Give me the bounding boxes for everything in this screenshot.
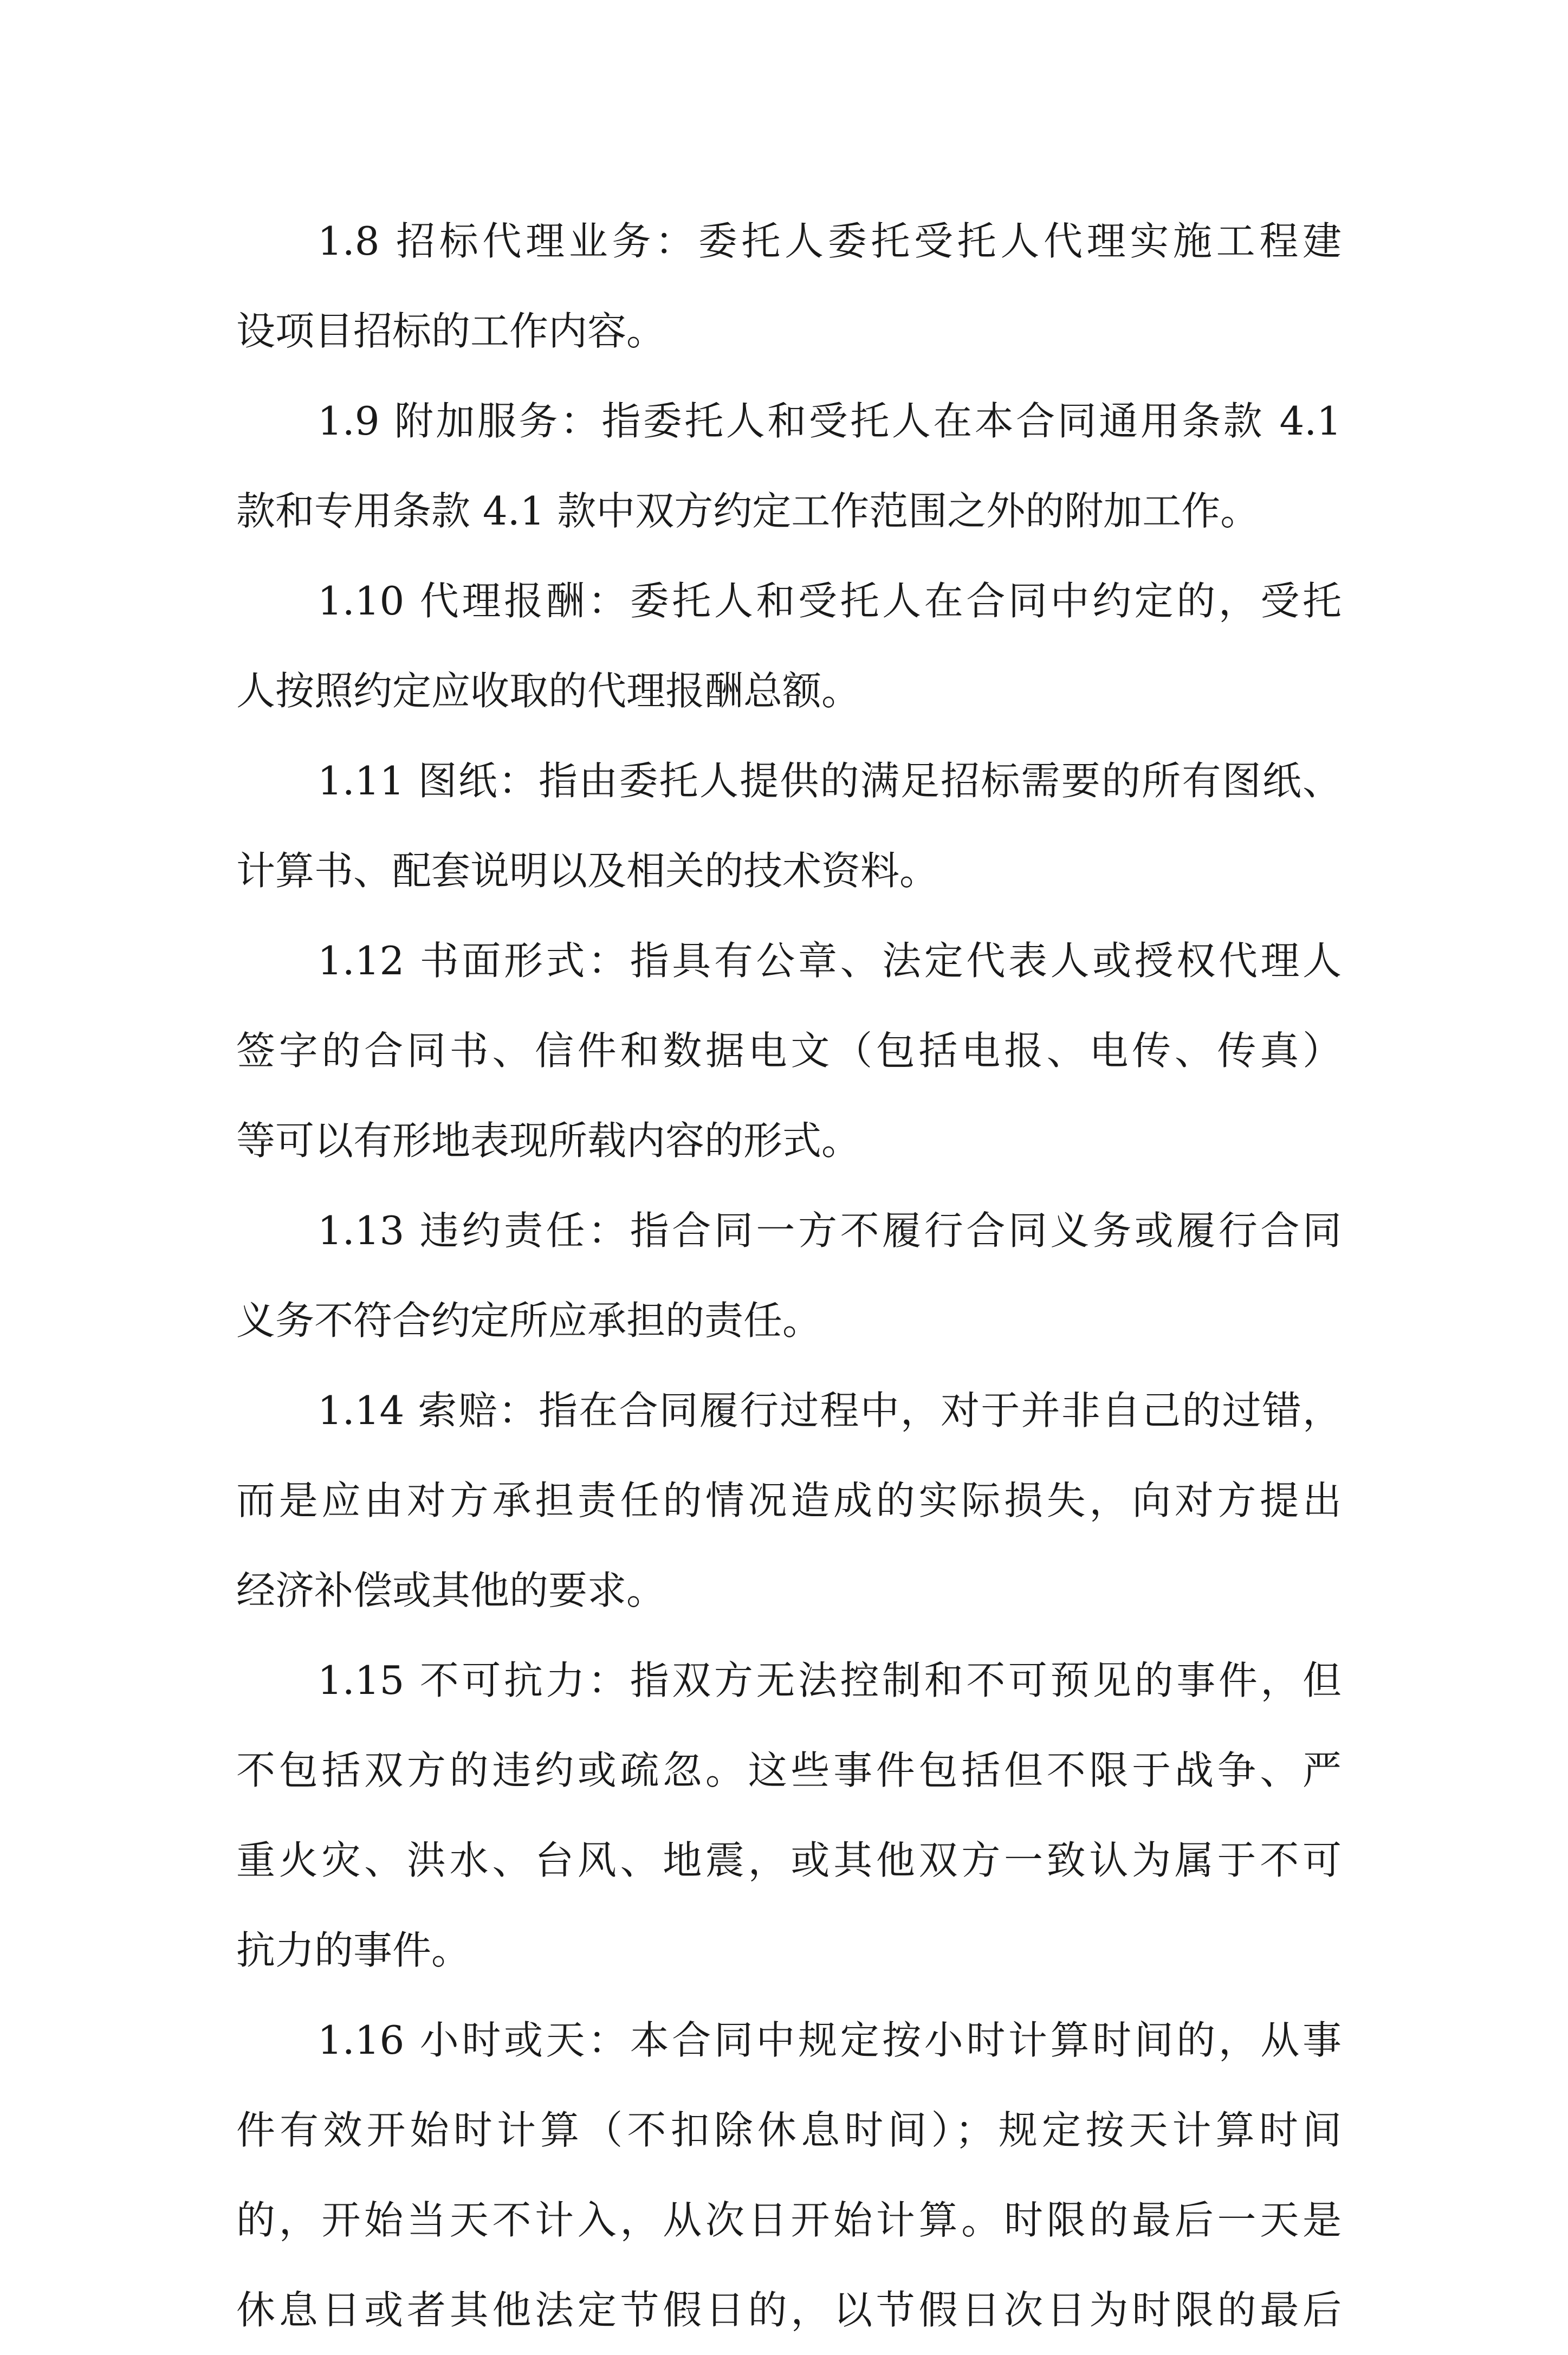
clause-1-13 <box>236 1186 1342 1366</box>
clause-line: 1.8 招标代理业务：委托人委托受托人代理实施工程建 <box>318 218 1342 264</box>
clause-1-11 <box>236 736 1342 916</box>
document-body <box>236 196 1342 2355</box>
clause-1-9 <box>236 376 1342 556</box>
clause-line: 人按照约定应收取的代理报酬总额。 <box>236 668 861 714</box>
clause-line: 不包括双方的违约或疏忽。这些事件包括但不限于战争、严 <box>236 1748 1342 1793</box>
clause-line: 的，开始当天不计入，从次日开始计算。时限的最后一天是 <box>236 2197 1342 2243</box>
clause-1-16 <box>236 1995 1342 2355</box>
clause-line: 1.11 图纸：指由委托人提供的满足招标需要的所有图纸、 <box>318 758 1342 804</box>
clause-1-10 <box>236 556 1342 736</box>
clause-1-14 <box>236 1366 1342 1635</box>
clause-line: 义务不符合约定所应承担的责任。 <box>236 1298 822 1343</box>
clause-line: 1.15 不可抗力：指双方无法控制和不可预见的事件，但 <box>318 1658 1342 1703</box>
clause-1-8 <box>236 196 1342 376</box>
clause-line: 抗力的事件。 <box>236 1927 471 1973</box>
clause-line: 1.16 小时或天：本合同中规定按小时计算时间的，从事 <box>318 2017 1342 2063</box>
clause-line: 1.14 索赔：指在合同履行过程中，对于并非自己的过错， <box>318 1388 1342 1433</box>
clause-line: 重火灾、洪水、台风、地震，或其他双方一致认为属于不可 <box>236 1838 1342 1883</box>
clause-line: 而是应由对方承担责任的情况造成的实际损失，向对方提出 <box>236 1478 1342 1523</box>
clause-line: 款和专用条款 4.1 款中双方约定工作范围之外的附加工作。 <box>236 488 1260 534</box>
clause-line: 经济补偿或其他的要求。 <box>236 1568 666 1613</box>
clause-line: 等可以有形地表现所载内容的形式。 <box>236 1118 861 1163</box>
clause-line: 1.13 违约责任：指合同一方不履行合同义务或履行合同 <box>318 1208 1342 1253</box>
clause-line: 设项目招标的工作内容。 <box>236 308 666 354</box>
clause-line: 休息日或者其他法定节假日的，以节假日次日为时限的最后 <box>236 2287 1342 2333</box>
clause-line: 1.12 书面形式：指具有公章、法定代表人或授权代理人 <box>318 938 1342 984</box>
clause-line: 1.9 附加服务：指委托人和受托人在本合同通用条款 4.1 <box>318 398 1342 444</box>
clause-line: 1.10 代理报酬：委托人和受托人在合同中约定的，受托 <box>318 578 1342 624</box>
clause-1-12 <box>236 916 1342 1186</box>
clause-line: 计算书、配套说明以及相关的技术资料。 <box>236 848 939 894</box>
clause-line: 件有效开始时计算（不扣除休息时间）；规定按天计算时间 <box>236 2107 1342 2153</box>
clause-line: 签字的合同书、信件和数据电文（包括电报、电传、传真） <box>236 1028 1342 1073</box>
clause-1-15 <box>236 1635 1342 1995</box>
